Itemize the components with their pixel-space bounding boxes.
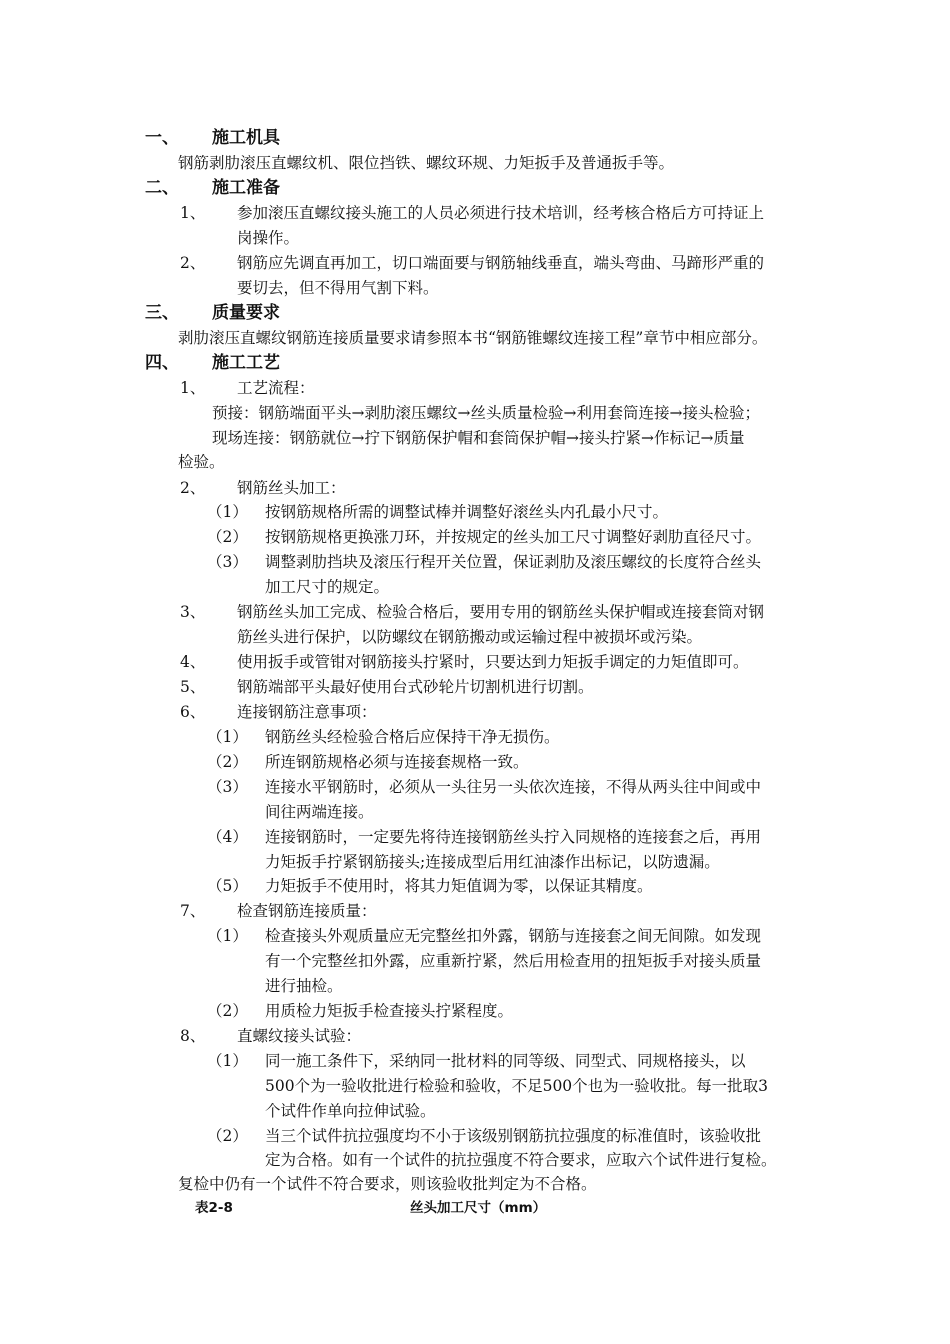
item-text: 筋丝头进行保护，以防螺纹在钢筋搬动或运输过程中被损坏或污染。 [237, 628, 703, 646]
item-title: 工艺流程： [237, 379, 315, 397]
subitem-number: （1） [207, 927, 248, 945]
section-1-title: 施工机具 [212, 128, 280, 148]
subitem-number: （3） [207, 778, 248, 796]
subitem-text: 进行抽检。 [265, 977, 343, 995]
item-number: 1、 [180, 204, 206, 222]
subitem-text: 当三个试件抗拉强度均不小于该级别钢筋抗拉强度的标准值时，该验收批 [265, 1127, 762, 1145]
subitem-number: （2） [207, 1002, 248, 1020]
item-number: 1、 [180, 379, 206, 397]
subitem-number: （1） [207, 1052, 248, 1070]
item-number: 2、 [180, 479, 206, 497]
table-caption-title: 丝头加工尺寸（mm） [410, 1200, 547, 1216]
item-text: 预接：钢筋端面平头→剥肋滚压螺纹→丝头质量检验→利用套筒连接→接头检验； [212, 404, 760, 422]
subitem-text: 间往两端连接。 [265, 803, 374, 821]
item-text: 要切去，但不得用气割下料。 [237, 279, 439, 297]
subitem-text: 力矩扳手拧紧钢筋接头;连接成型后用红油漆作出标记，以防遗漏。 [265, 853, 720, 871]
item-number: 4、 [180, 653, 206, 671]
item-number: 2、 [180, 254, 206, 272]
subitem-text: 连接钢筋时，一定要先将待连接钢筋丝头拧入同规格的连接套之后，再用 [265, 828, 762, 846]
item-title: 钢筋丝头加工： [237, 479, 346, 497]
item-number: 6、 [180, 703, 206, 721]
subitem-text: 用质检力矩扳手检查接头拧紧程度。 [265, 1002, 514, 1020]
section-3-title: 质量要求 [212, 303, 280, 323]
item-title: 连接钢筋注意事项： [237, 703, 377, 721]
item-text: 钢筋端部平头最好使用台式砂轮片切割机进行切割。 [237, 678, 594, 696]
subitem-text: 调整剥肋挡块及滚压行程开关位置，保证剥肋及滚压螺纹的长度符合丝头 [265, 553, 762, 571]
subitem-number: （3） [207, 553, 248, 571]
item-title: 直螺纹接头试验： [237, 1027, 362, 1045]
subitem-text: 钢筋丝头经检验合格后应保持干净无损伤。 [265, 728, 560, 746]
section-4-number: 四、 [145, 353, 179, 373]
item-title: 检查钢筋连接质量： [237, 902, 377, 920]
table-caption-label: 表2-8 [195, 1200, 233, 1216]
subitem-text: 复检中仍有一个试件不符合要求，则该验收批判定为不合格。 [178, 1175, 597, 1193]
item-text: 钢筋丝头加工完成、检验合格后，要用专用的钢筋丝头保护帽或连接套筒对钢 [237, 603, 765, 621]
subitem-number: （2） [207, 528, 248, 546]
section-4-title: 施工工艺 [212, 353, 280, 373]
section-2-title: 施工准备 [212, 178, 280, 198]
section-3-number: 三、 [145, 303, 179, 323]
item-text: 钢筋应先调直再加工，切口端面要与钢筋轴线垂直，端头弯曲、马蹄形严重的 [237, 254, 765, 272]
subitem-text: 检查接头外观质量应无完整丝扣外露，钢筋与连接套之间无间隙。如发现 [265, 927, 762, 945]
subitem-text: 个试件作单向拉伸试验。 [265, 1102, 436, 1120]
subitem-text: 连接水平钢筋时，必须从一头往另一头依次连接，不得从两头往中间或中 [265, 778, 762, 796]
subitem-text: 按钢筋规格所需的调整试棒并调整好滚丝头内孔最小尺寸。 [265, 503, 669, 521]
subitem-text: 500个为一验收批进行检验和验收，不足500个也为一验收批。每一批取3 [265, 1077, 769, 1095]
subitem-text: 加工尺寸的规定。 [265, 578, 390, 596]
item-text: 检验。 [178, 453, 225, 471]
subitem-number: （2） [207, 1127, 248, 1145]
subitem-number: （1） [207, 503, 248, 521]
item-text: 使用扳手或管钳对钢筋接头拧紧时，只要达到力矩扳手调定的力矩值即可。 [237, 653, 749, 671]
item-number: 8、 [180, 1027, 206, 1045]
item-number: 7、 [180, 902, 206, 920]
section-1-number: 一、 [145, 128, 179, 148]
item-text: 现场连接：钢筋就位→拧下钢筋保护帽和套筒保护帽→接头拧紧→作标记→质量 [212, 429, 745, 447]
item-text: 参加滚压直螺纹接头施工的人员必须进行技术培训，经考核合格后方可持证上 [237, 204, 765, 222]
subitem-text: 定为合格。如有一个试件的抗拉强度不符合要求，应取六个试件进行复检。 [265, 1151, 777, 1169]
item-number: 5、 [180, 678, 206, 696]
section-1-body: 钢筋剥肋滚压直螺纹机、限位挡铁、螺纹环规、力矩扳手及普通扳手等。 [178, 154, 675, 172]
item-number: 3、 [180, 603, 206, 621]
subitem-text: 有一个完整丝扣外露，应重新拧紧，然后用检查用的扭矩扳手对接头质量 [265, 952, 762, 970]
subitem-text: 按钢筋规格更换涨刀环，并按规定的丝头加工尺寸调整好剥肋直径尺寸。 [265, 528, 762, 546]
subitem-text: 力矩扳手不使用时，将其力矩值调为零，以保证其精度。 [265, 877, 653, 895]
subitem-number: （5） [207, 877, 248, 895]
subitem-number: （1） [207, 728, 248, 746]
section-2-number: 二、 [145, 178, 179, 198]
subitem-number: （4） [207, 828, 248, 846]
subitem-number: （2） [207, 753, 248, 771]
subitem-text: 所连钢筋规格必须与连接套规格一致。 [265, 753, 529, 771]
section-3-body: 剥肋滚压直螺纹钢筋连接质量要求请参照本书“钢筋锥螺纹连接工程”章节中相应部分。 [178, 329, 768, 347]
subitem-text: 同一施工条件下，采纳同一批材料的同等级、同型式、同规格接头，以 [265, 1052, 746, 1070]
item-text: 岗操作。 [237, 229, 300, 247]
